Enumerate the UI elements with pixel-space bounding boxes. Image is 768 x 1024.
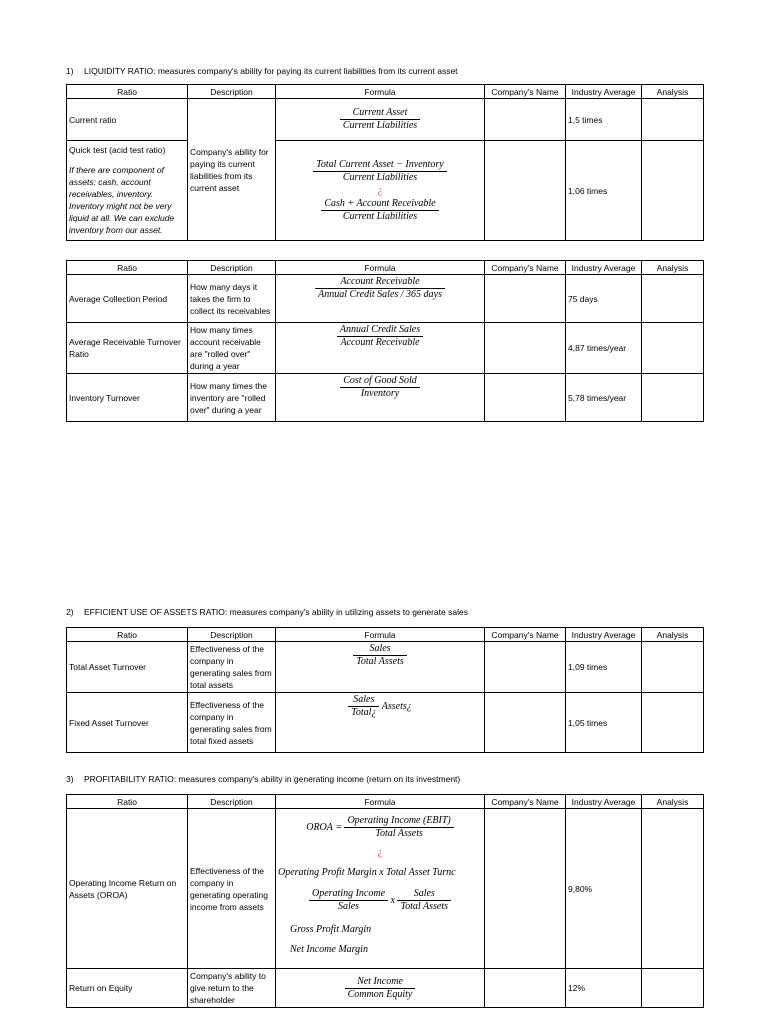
col-header-formula: Formula: [276, 628, 485, 642]
ratio-description: Effectiveness of the company in generating sales from total assets: [188, 642, 276, 693]
industry-average: 1,5 times: [566, 99, 642, 141]
company-value[interactable]: [485, 809, 566, 969]
col-header-formula: Formula: [276, 85, 485, 99]
col-header-analysis: Analysis: [642, 261, 704, 275]
table-row: [67, 275, 704, 323]
col-header-company: Company's Name: [485, 261, 566, 275]
section-3-heading: [66, 774, 460, 784]
table-header-row: [67, 628, 704, 642]
profitability-table: [66, 794, 704, 1008]
industry-average: 9,80%: [566, 809, 642, 969]
table-header-row: [67, 85, 704, 99]
col-header-ratio: Ratio: [67, 628, 188, 642]
formula-line: Net Income Margin: [290, 944, 368, 955]
col-header-industry: Industry Average: [566, 628, 642, 642]
ratio-name: Fixed Asset Turnover: [67, 693, 188, 753]
analysis-cell[interactable]: [642, 693, 704, 753]
formula-separator: ¿: [377, 184, 383, 196]
analysis-cell[interactable]: [642, 323, 704, 374]
col-header-description: Description: [188, 261, 276, 275]
industry-average: 12%: [566, 969, 642, 1008]
table-row: [67, 693, 704, 753]
section-number: 1): [66, 66, 74, 76]
section-1-heading: [66, 66, 458, 76]
ratio-description: Company's ability for paying its current liabilities from its current asset: [188, 99, 276, 241]
ratio-name: Operating Income Return on Assets (OROA): [67, 809, 188, 969]
multiply-sign: x: [390, 894, 395, 906]
fraction: $\frac{\text{Total Current Asset − Inventory}}{\text{Current Liabilities}}$: [313, 159, 447, 184]
industry-average: 4,87 times/year: [566, 323, 642, 374]
industry-average: 1,09 times: [566, 642, 642, 693]
ratio-description: Effectiveness of the company in generating sales from total fixed assets: [188, 693, 276, 753]
ratio-name: Average Collection Period: [67, 275, 188, 323]
company-value[interactable]: [485, 275, 566, 323]
col-header-ratio: Ratio: [67, 795, 188, 809]
analysis-cell[interactable]: [642, 99, 704, 141]
company-value[interactable]: [485, 323, 566, 374]
table-row: [67, 323, 704, 374]
formula-product: [278, 888, 482, 913]
ratio-description: How many days it takes the firm to collect its receivables: [188, 275, 276, 323]
col-header-company: Company's Name: [485, 795, 566, 809]
table-row: [67, 374, 704, 422]
company-value[interactable]: [485, 141, 566, 241]
ratio-name-cell: [67, 141, 188, 241]
formula: [276, 642, 485, 693]
liquidity-table: [66, 84, 704, 241]
ratio-name: Quick test (acid test ratio): [69, 145, 166, 155]
ratio-name: Return on Equity: [67, 969, 188, 1008]
fraction: $\frac{\text{Cash + Account Receivable}}{\text{Current Liabilities}}$: [321, 198, 438, 223]
formula: [276, 141, 485, 241]
section-number: 3): [66, 774, 74, 784]
col-header-description: Description: [188, 85, 276, 99]
company-value[interactable]: [485, 642, 566, 693]
col-header-formula: Formula: [276, 795, 485, 809]
col-header-description: Description: [188, 628, 276, 642]
col-header-industry: Industry Average: [566, 85, 642, 99]
formula: [276, 99, 485, 141]
table-row: [67, 809, 704, 969]
col-header-description: Description: [188, 795, 276, 809]
table-row: [67, 141, 704, 241]
company-value[interactable]: [485, 99, 566, 141]
company-value[interactable]: [485, 374, 566, 422]
section-title: LIQUIDITY RATIO: measures company's ability for paying its current liabilities from its current asset: [84, 66, 458, 76]
industry-average: 1,06 times: [566, 141, 642, 241]
col-header-analysis: Analysis: [642, 628, 704, 642]
company-value[interactable]: [485, 693, 566, 753]
col-header-ratio: Ratio: [67, 85, 188, 99]
col-header-company: Company's Name: [485, 85, 566, 99]
ratio-description: Company's ability to give return to the shareholder: [188, 969, 276, 1008]
fraction: $\frac{\text{Annual Credit Sales}}{\text{Account Receivable}}$: [337, 324, 423, 349]
formula: [276, 693, 485, 753]
col-header-industry: Industry Average: [566, 261, 642, 275]
ratio-note: If there are component of assets: cash, account receivables, inventory. Inventory might not be very liquid at all. We can exclude inventory from our asset.: [69, 165, 175, 235]
formula-separator: ¿: [377, 847, 383, 858]
fraction: $\frac{\text{Account Receivable}}{\text{Annual Credit Sales / 365 days}}$: [315, 276, 445, 301]
col-header-ratio: Ratio: [67, 261, 188, 275]
fraction: $\frac{\text{Cost of Good Sold}}{\text{Inventory}}$: [340, 375, 420, 400]
fraction: $\frac{\text{Operating Income (EBIT)}}{\text{Total Assets}}$: [344, 815, 453, 840]
fraction: $\frac{\text{Current Asset}}{\text{Current Liabilities}}$: [340, 107, 420, 132]
formula-line: Gross Profit Margin: [290, 924, 372, 935]
analysis-cell[interactable]: [642, 141, 704, 241]
section-title: PROFITABILITY RATIO: measures company's ability in generating income (return on its investment): [84, 774, 461, 784]
section-2-heading: [66, 607, 468, 617]
ratio-name: Current ratio: [67, 99, 188, 141]
table-row: [67, 642, 704, 693]
analysis-cell[interactable]: [642, 969, 704, 1008]
formula: [276, 809, 485, 969]
industry-average: 75 days: [566, 275, 642, 323]
formula-lhs: OROA =: [306, 821, 342, 833]
formula: [276, 969, 485, 1008]
company-value[interactable]: [485, 969, 566, 1008]
table-header-row: [67, 261, 704, 275]
col-header-analysis: Analysis: [642, 85, 704, 99]
industry-average: 5,78 times/year: [566, 374, 642, 422]
ratio-name: Average Receivable Turnover Ratio: [67, 323, 188, 374]
analysis-cell[interactable]: [642, 809, 704, 969]
fraction: $\frac{\text{Operating Income}}{\text{Sales}}$: [309, 888, 388, 913]
analysis-cell[interactable]: [642, 642, 704, 693]
section-title: EFFICIENT USE OF ASSETS RATIO: measures company's ability in utilizing assets to generate sales: [84, 607, 468, 617]
col-header-formula: Formula: [276, 261, 485, 275]
formula: [276, 275, 485, 323]
col-header-industry: Industry Average: [566, 795, 642, 809]
formula: [276, 323, 485, 374]
table-row: [67, 969, 704, 1008]
turnover-table: [66, 260, 704, 422]
ratio-name: Inventory Turnover: [67, 374, 188, 422]
analysis-cell[interactable]: [642, 374, 704, 422]
asset-efficiency-table: [66, 627, 704, 753]
ratio-description: How many times the inventory are "rolled over" during a year: [188, 374, 276, 422]
formula-oroa: [278, 815, 482, 840]
formula-line: Operating Profit Margin x Total Asset Turnc: [278, 867, 456, 878]
section-number: 2): [66, 607, 74, 617]
fraction: $\frac{\text{Sales}}{\text{Total¿}}$: [348, 694, 379, 719]
industry-average: 1,05 times: [566, 693, 642, 753]
fraction: $\frac{\text{Net Income}}{\text{Common Equity}}$: [345, 976, 416, 1001]
table-row: [67, 99, 704, 141]
ratio-name: Total Asset Turnover: [67, 642, 188, 693]
ratio-description: Effectiveness of the company in generating operating income from assets: [188, 809, 276, 969]
formula-tail: Assets¿: [381, 700, 412, 712]
formula: [276, 374, 485, 422]
fraction: $\frac{\text{Sales}}{\text{Total Assets}}$: [397, 888, 451, 913]
ratio-description: How many times account receivable are "rolled over" during a year: [188, 323, 276, 374]
col-header-company: Company's Name: [485, 628, 566, 642]
table-header-row: [67, 795, 704, 809]
analysis-cell[interactable]: [642, 275, 704, 323]
col-header-analysis: Analysis: [642, 795, 704, 809]
fraction: $\frac{\text{Sales}}{\text{Total Assets}}$: [353, 643, 407, 668]
